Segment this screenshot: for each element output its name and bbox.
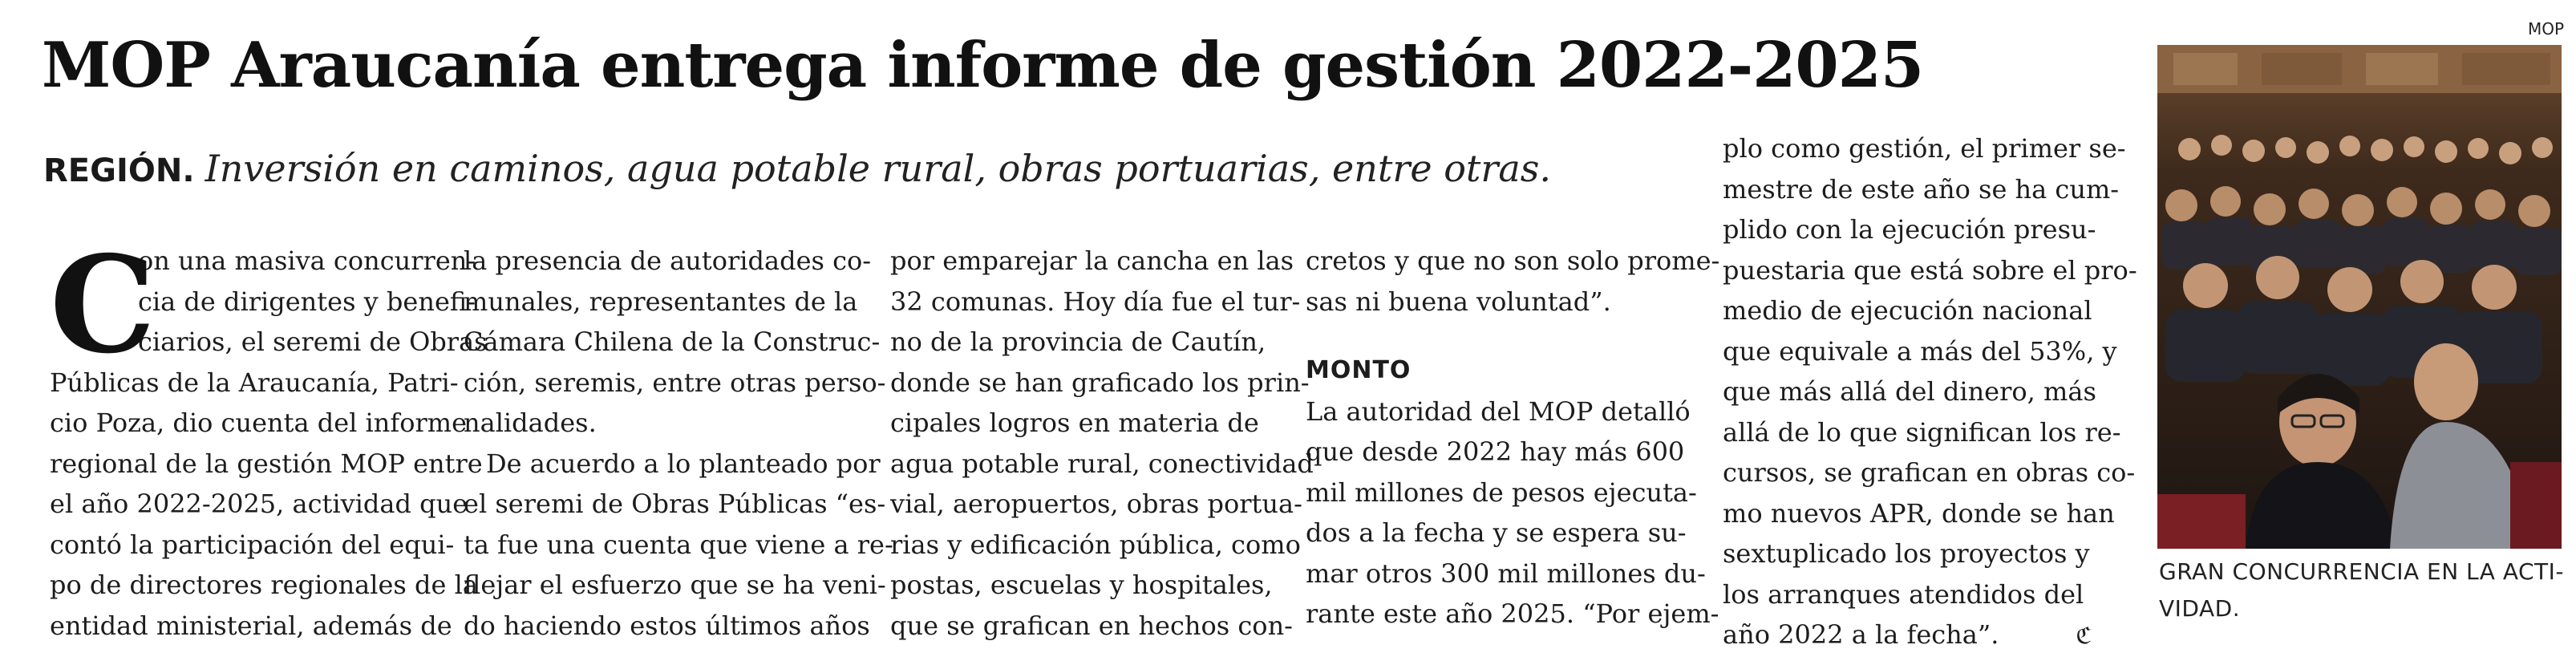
text-line: sextuplicado los proyectos y	[1723, 538, 2090, 569]
end-mark-icon: ℭ	[2076, 623, 2092, 649]
text-line: cia de dirigentes y benefi-	[138, 286, 476, 317]
text-line: los arranques atendidos del	[1723, 578, 2084, 610]
article-column-5	[1723, 128, 2137, 657]
caption-line: VIDAD.	[2159, 595, 2241, 622]
text-line: po de directores regionales de la	[50, 570, 478, 600]
text-line: mar otros 300 mil millones du-	[1306, 558, 1706, 589]
text-line: La autoridad del MOP detalló	[1306, 395, 1691, 427]
text-line: mestre de este año se ha cum-	[1723, 173, 2120, 205]
drop-cap: C	[50, 227, 156, 383]
text-line	[1723, 614, 2100, 657]
text-line: regional de la gestión MOP entre	[50, 448, 483, 479]
article-column-4	[1306, 241, 1720, 635]
text-line: dos a la fecha y se espera su-	[1306, 517, 1687, 548]
text-line: Cámara Chilena de la Construc-	[464, 326, 881, 357]
text-line-last: año 2022 a la fecha”.	[1723, 619, 1999, 650]
text-line: la presencia de autoridades co-	[464, 245, 872, 276]
text-line: ciarios, el seremi de Obras	[138, 326, 488, 357]
subheadline	[43, 143, 1551, 203]
text-line: no de la provincia de Cautín,	[890, 326, 1266, 357]
text-line: cio Poza, dio cuenta del informe	[50, 408, 468, 438]
text-line: cursos, se grafican en obras co-	[1723, 457, 2136, 488]
text-line: el año 2022-2025, actividad que	[50, 489, 468, 519]
text-line: munales, representantes de la	[464, 286, 858, 317]
text-line: cretos y que no son solo prome-	[1306, 245, 1720, 276]
section-subhead: MONTO	[1306, 356, 1412, 384]
article-column-3	[890, 241, 1314, 646]
text-line: medio de ejecución nacional	[1723, 295, 2092, 326]
text-line: flejar el esfuerzo que se ha veni-	[464, 570, 886, 600]
text-line: mo nuevos APR, donde se han	[1723, 497, 2115, 529]
text-line: donde se han graficado los prin-	[890, 367, 1310, 398]
text-line: que equivale a más del 53%, y	[1723, 335, 2117, 367]
audience-photo	[2157, 45, 2562, 549]
text-line: ción, seremis, entre otras perso-	[464, 367, 886, 398]
text-line: plo como gestión, el primer se-	[1723, 133, 2126, 164]
text-line: cipales logros en materia de	[890, 408, 1259, 438]
article-column-2	[464, 241, 893, 646]
text-line: postas, escuelas y hospitales,	[890, 570, 1273, 600]
text-line: do haciendo estos últimos años	[464, 610, 870, 641]
text-line: que desde 2022 hay más 600	[1306, 436, 1685, 467]
text-line: plido con la ejecución presu-	[1723, 214, 2096, 245]
headline: MOP Araucanía entrega informe de gestión 2022-2025	[42, 29, 1924, 102]
photo-credit: MOP	[2528, 19, 2565, 39]
text-line: mil millones de pesos ejecuta-	[1306, 477, 1697, 508]
text-line: Públicas de la Araucanía, Patri-	[50, 367, 459, 398]
text-line: rante este año 2025. “Por ejem-	[1306, 598, 1719, 629]
text-line: De acuerdo a lo planteado por	[486, 448, 881, 479]
photo-caption	[2159, 554, 2568, 627]
text-line: el seremi de Obras Públicas “es-	[464, 489, 886, 519]
caption-line: GRAN CONCURRENCIA EN LA ACTI-	[2159, 558, 2565, 585]
text-line: ta fue una cuenta que viene a re-	[464, 529, 893, 560]
text-line: por emparejar la cancha en las	[890, 245, 1294, 276]
text-line: que se grafican en hechos con-	[890, 610, 1293, 641]
text-line: on una masiva concurren-	[138, 245, 476, 276]
text-line: sas ni buena voluntad”.	[1306, 286, 1611, 317]
text-line: que más allá del dinero, más	[1723, 376, 2096, 407]
text-line: 32 comunas. Hoy día fue el tur-	[890, 286, 1301, 317]
section-tag: REGIÓN.	[43, 152, 195, 189]
article-column-1	[50, 227, 488, 646]
text-line: vial, aeropuertos, obras portua-	[890, 489, 1302, 519]
text-line: nalidades.	[464, 408, 597, 438]
text-line: contó la participación del equi-	[50, 529, 455, 560]
text-line: allá de lo que significan los re-	[1723, 416, 2121, 448]
text-line: entidad ministerial, además de	[50, 610, 452, 641]
text-line: agua potable rural, conectividad	[890, 448, 1314, 479]
deck-text: Inversión en caminos, agua potable rural, obras portuarias, entre otras.	[205, 147, 1552, 190]
text-line: puestaria que está sobre el pro-	[1723, 254, 2137, 286]
text-line: rias y edificación pública, como	[890, 529, 1301, 560]
